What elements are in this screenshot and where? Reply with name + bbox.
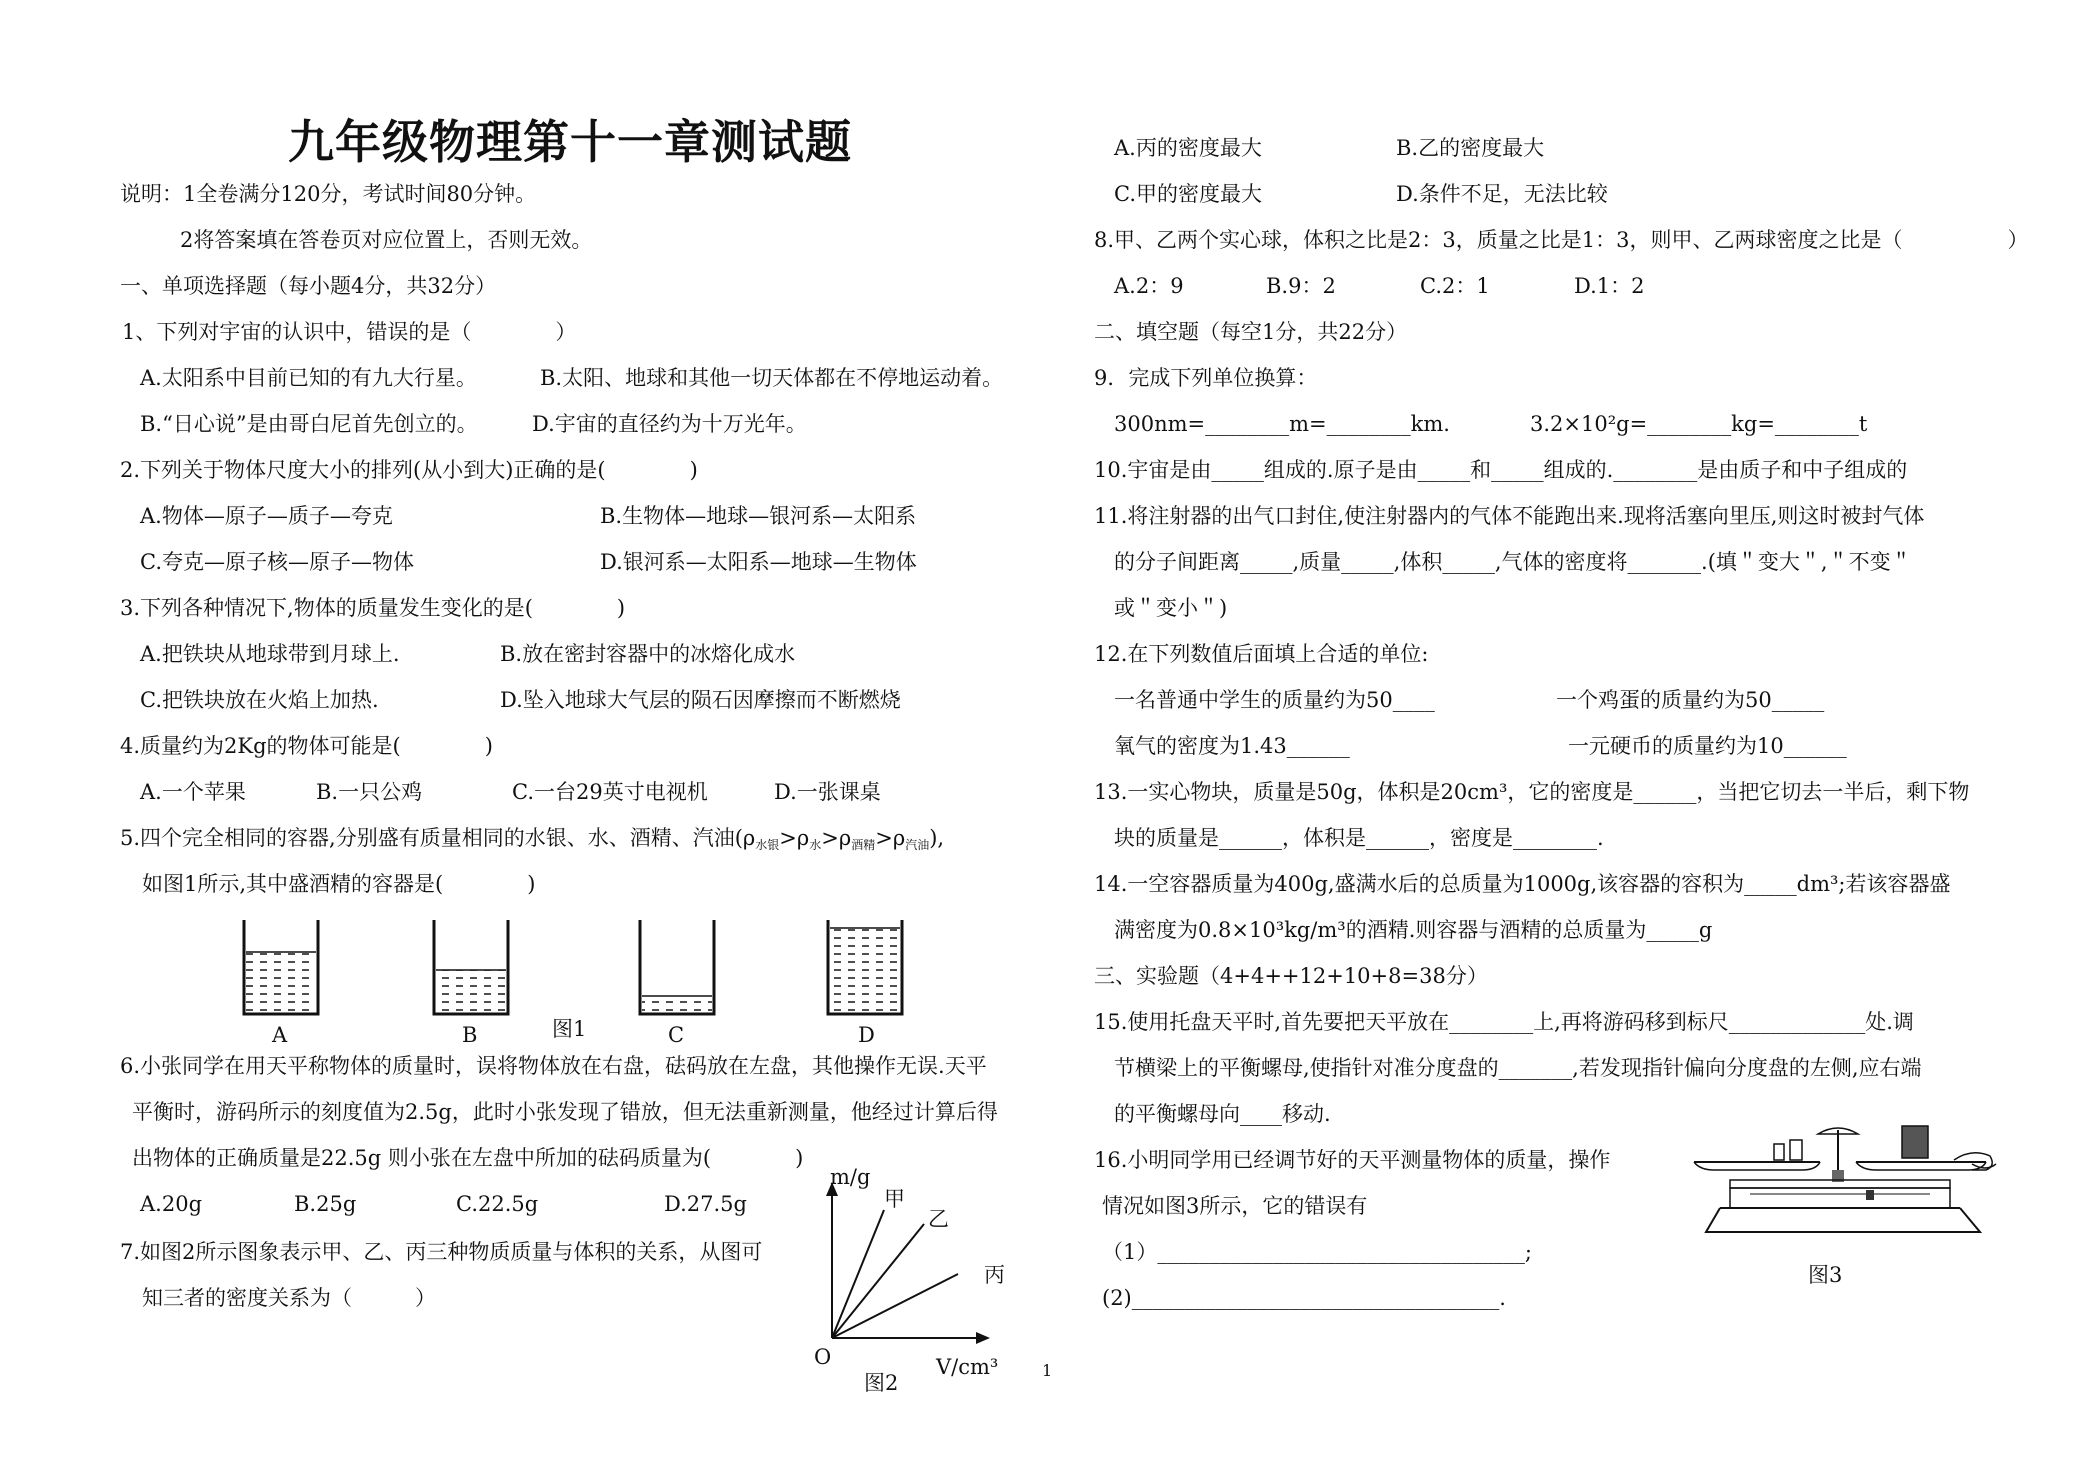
fig2-series-bing: 丙 — [984, 1263, 1005, 1287]
q12-part-c: 氧气的密度为1.43______ — [1114, 734, 1350, 758]
note-2: 2将答案填在答卷页对应位置上，否则无效。 — [180, 228, 593, 252]
q2-option-c: C.夸克—原子核—原子—物体 — [140, 550, 414, 574]
fig1-label-b: B — [462, 1023, 478, 1047]
q6-option-b: B.25g — [294, 1192, 357, 1216]
q1-option-c: B.“日心说”是由哥白尼首先创立的。 — [140, 412, 478, 436]
fig2-series-yi: 乙 — [928, 1207, 949, 1231]
q1-option-b: B.太阳、地球和其他一切天体都在不停地运动着。 — [540, 366, 1004, 390]
note-1: 说明：1全卷满分120分，考试时间80分钟。 — [120, 182, 537, 206]
q8-option-a: A.2：9 — [1114, 274, 1184, 298]
q7-option-b: B.乙的密度最大 — [1396, 136, 1545, 160]
fig2-series-jia: 甲 — [884, 1187, 905, 1211]
page-number: 1 — [1042, 1361, 1053, 1380]
q7-line-1: 7.如图2所示图象表示甲、乙、丙三种物质质量与体积的关系，从图可 — [120, 1240, 763, 1264]
q7-line-2: 知三者的密度关系为（ ） — [142, 1286, 436, 1310]
q14-line-1: 14.一空容器质量为400g,盛满水后的总质量为1000g,该容器的容积为_____dm³;若该容器盛 — [1094, 872, 1951, 896]
q6-option-c: C.22.5g — [456, 1192, 539, 1216]
figure-2-graph — [810, 1164, 1040, 1394]
q16-line-1: 16.小明同学用已经调节好的天平测量物体的质量，操作 — [1094, 1148, 1611, 1172]
q12-part-b: 一个鸡蛋的质量约为50_____ — [1556, 688, 1825, 712]
q4-option-b: B.一只公鸡 — [316, 780, 423, 804]
q5-stem: 5.四个完全相同的容器,分别盛有质量相同的水银、水、酒精、汽油$(\rho_{水银}>\rho_水>\rho_{酒精}>\rho_{汽油})$, — [120, 826, 945, 852]
q13-line-2: 块的质量是______，体积是______，密度是________. — [1114, 826, 1604, 850]
q9-part-1: 300nm=________m=________km. — [1114, 412, 1450, 436]
container-b — [434, 920, 508, 1014]
figure-3-balance — [1690, 1120, 2000, 1270]
q3-option-a: A.把铁块从地球带到月球上. — [140, 642, 400, 666]
fig2-x-axis-label: V/cm³ — [936, 1355, 999, 1379]
q5-line-2: 如图1所示,其中盛酒精的容器是( ) — [142, 872, 536, 896]
section-heading-fill: 二、填空题（每空1分，共22分） — [1094, 320, 1408, 344]
fig2-origin: O — [814, 1345, 832, 1369]
q8-stem: 8.甲、乙两个实心球，体积之比是2：3，质量之比是1：3，则甲、乙两球密度之比是（ ） — [1094, 228, 2029, 252]
q11-line-2: 的分子间距离_____,质量_____,体积_____,气体的密度将_______.(填＂变大＂,＂不变＂ — [1114, 550, 1912, 574]
q1-option-d: D.宇宙的直径约为十万光年。 — [532, 412, 807, 436]
figure-1-containers — [230, 918, 910, 1018]
section-heading-experiment: 三、实验题（4+4++12+10+8=38分） — [1094, 964, 1488, 988]
fig3-caption: 图3 — [1808, 1263, 1843, 1287]
container-d — [828, 920, 902, 1014]
q6-option-d: D.27.5g — [664, 1192, 747, 1216]
q1-stem: 1、下列对宇宙的认识中，错误的是（ ） — [122, 320, 577, 344]
graph-line-bing — [832, 1274, 958, 1338]
q16-blank-2: (2)___________________________________. — [1102, 1286, 1506, 1310]
q15-line-3: 的平衡螺母向____移动. — [1114, 1102, 1331, 1126]
q15-line-1: 15.使用托盘天平时,首先要把天平放在________上,再将游码移到标尺_____________处.调 — [1094, 1010, 1914, 1034]
section-heading-choice: 一、单项选择题（每小题4分，共32分） — [120, 274, 497, 298]
graph-line-yi — [832, 1224, 924, 1338]
q11-line-3: 或＂变小＂) — [1114, 596, 1228, 620]
q7-option-c: C.甲的密度最大 — [1114, 182, 1262, 206]
fig2-caption: 图2 — [864, 1371, 899, 1395]
q15-line-2: 节横梁上的平衡螺母,使指针对准分度盘的_______,若发现指针偏向分度盘的左侧,应右端 — [1114, 1056, 1922, 1080]
fig1-label-a: A — [272, 1023, 288, 1047]
graph-line-jia — [832, 1210, 884, 1338]
fig2-y-axis-label: m/g — [830, 1165, 871, 1189]
container-c — [640, 920, 714, 1014]
q6-line-2: 平衡时，游码所示的刻度值为2.5g，此时小张发现了错放，但无法重新测量，他经过计算后得 — [132, 1100, 998, 1124]
q3-option-d: D.坠入地球大气层的陨石因摩擦而不断燃烧 — [500, 688, 901, 712]
q8-option-d: D.1：2 — [1574, 274, 1645, 298]
q6-line-3: 出物体的正确质量是22.5g 则小张在左盘中所加的砝码质量为( ) — [132, 1146, 804, 1170]
q10: 10.宇宙是由_____组成的.原子是由_____和_____组成的.________是由质子和中子组成的 — [1094, 458, 1908, 482]
q16-blank-1: （1）___________________________________; — [1102, 1240, 1532, 1264]
q14-line-2: 满密度为0.8×10³kg/m³的酒精.则容器与酒精的总质量为_____g — [1114, 918, 1713, 942]
q16-line-2: 情况如图3所示，它的错误有 — [1102, 1194, 1368, 1218]
fig1-caption: 图1 — [552, 1017, 587, 1041]
q7-option-d: D.条件不足，无法比较 — [1396, 182, 1608, 206]
q6-line-1: 6.小张同学在用天平称物体的质量时，误将物体放在右盘，砝码放在左盘，其他操作无误.天平 — [120, 1054, 987, 1078]
q3-option-b: B.放在密封容器中的冰熔化成水 — [500, 642, 796, 666]
q4-option-a: A.一个苹果 — [140, 780, 246, 804]
q12-part-d: 一元硬币的质量约为10______ — [1568, 734, 1847, 758]
fig1-label-c: C — [668, 1023, 685, 1047]
q2-option-d: D.银河系—太阳系—地球—生物体 — [600, 550, 917, 574]
q2-option-b: B.生物体—地球—银河系—太阳系 — [600, 504, 917, 528]
q2-option-a: A.物体—原子—质子—夸克 — [140, 504, 393, 528]
q9-stem: 9．完成下列单位换算： — [1094, 366, 1318, 390]
q4-option-c: C.一台29英寸电视机 — [512, 780, 708, 804]
q3-option-c: C.把铁块放在火焰上加热. — [140, 688, 379, 712]
container-a — [244, 920, 318, 1014]
q12-stem: 12.在下列数值后面填上合适的单位: — [1094, 642, 1429, 666]
q1-option-a: A.太阳系中目前已知的有九大行星。 — [140, 366, 477, 390]
q8-option-b: B.9：2 — [1266, 274, 1336, 298]
q4-option-d: D.一张课桌 — [774, 780, 881, 804]
q11-line-1: 11.将注射器的出气口封住,使注射器内的气体不能跑出来.现将活塞向里压,则这时被封气体 — [1094, 504, 1925, 528]
q4-stem: 4.质量约为2Kg的物体可能是( ) — [120, 734, 493, 758]
q7-option-a: A.丙的密度最大 — [1114, 136, 1262, 160]
q12-part-a: 一名普通中学生的质量约为50____ — [1114, 688, 1435, 712]
q9-part-2: 3.2×10²g=________kg=________t — [1530, 412, 1868, 436]
fig1-label-d: D — [858, 1023, 875, 1047]
q13-line-1: 13.一实心物块，质量是50g，体积是20cm³，它的密度是______，当把它切去一半后，剩下物 — [1094, 780, 1970, 804]
q2-stem: 2.下列关于物体尺度大小的排列(从小到大)正确的是( ) — [120, 458, 698, 482]
q3-stem: 3.下列各种情况下,物体的质量发生变化的是( ) — [120, 596, 626, 620]
q8-option-c: C.2：1 — [1420, 274, 1490, 298]
page-title: 九年级物理第十一章测试题 — [288, 115, 852, 169]
q6-option-a: A.20g — [140, 1192, 203, 1216]
